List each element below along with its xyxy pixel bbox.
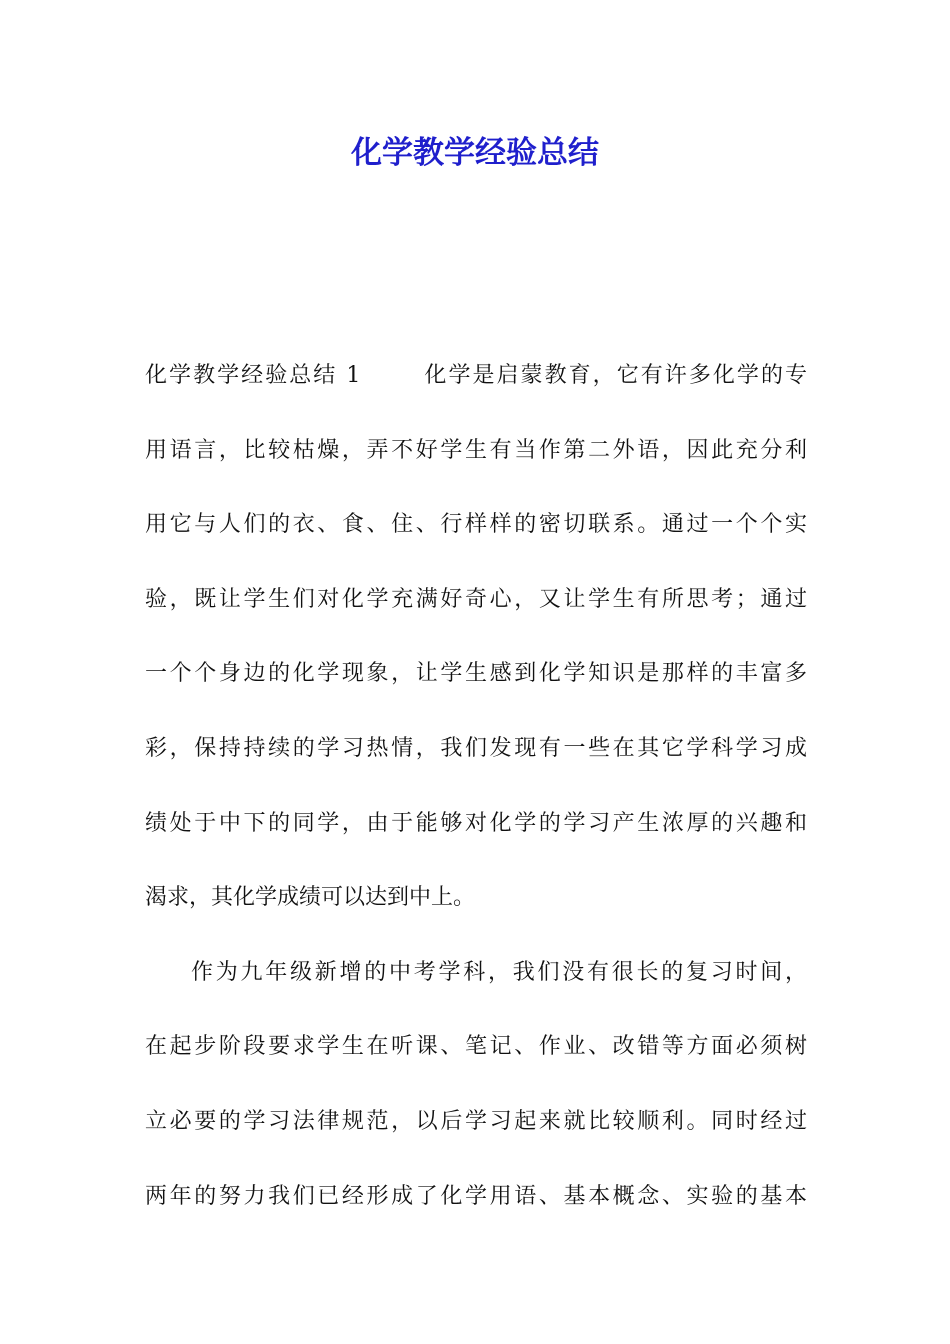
paragraph-1-line-5: 一个个身边的化学现象，让学生感到化学知识是那样的丰富多 xyxy=(145,661,807,687)
paragraph-2-line-4: 两年的努力我们已经形成了化学用语、基本概念、实验的基本 xyxy=(145,1183,807,1209)
paragraph-1-text: 化学是启蒙教育，它有许多化学的专 xyxy=(422,363,807,388)
paragraph-1-line-7: 绩处于中下的同学，由于能够对化学的学习产生浓厚的兴趣和 xyxy=(145,810,807,836)
section-heading: 化学教学经验总结 1 xyxy=(145,363,361,388)
document-body xyxy=(145,339,807,1234)
paragraph-2-line-2: 在起步阶段要求学生在听课、笔记、作业、改错等方面必须树 xyxy=(145,1034,807,1060)
paragraph-1-line-3: 用它与人们的衣、食、住、行样样的密切联系。通过一个个实 xyxy=(145,512,807,538)
paragraph-1-line-6: 彩，保持持续的学习热情，我们发现有一些在其它学科学习成 xyxy=(145,735,807,761)
document-title: 化学教学经验总结 xyxy=(351,135,599,171)
paragraph-2-line-3: 立必要的学习法律规范，以后学习起来就比较顺利。同时经过 xyxy=(145,1108,807,1134)
paragraph-1-line-2: 用语言，比较枯燥，弄不好学生有当作第二外语，因此充分利 xyxy=(145,437,807,463)
paragraph-1-line-4: 验，既让学生们对化学充满好奇心，又让学生有所思考；通过 xyxy=(145,586,807,612)
paragraph-1-line-8: 渴求，其化学成绩可以达到中上。 xyxy=(145,885,476,911)
paragraph-2-line-1: 作为九年级新增的中考学科，我们没有很长的复习时间， xyxy=(191,959,807,985)
paragraph-1-line-1 xyxy=(145,339,807,414)
